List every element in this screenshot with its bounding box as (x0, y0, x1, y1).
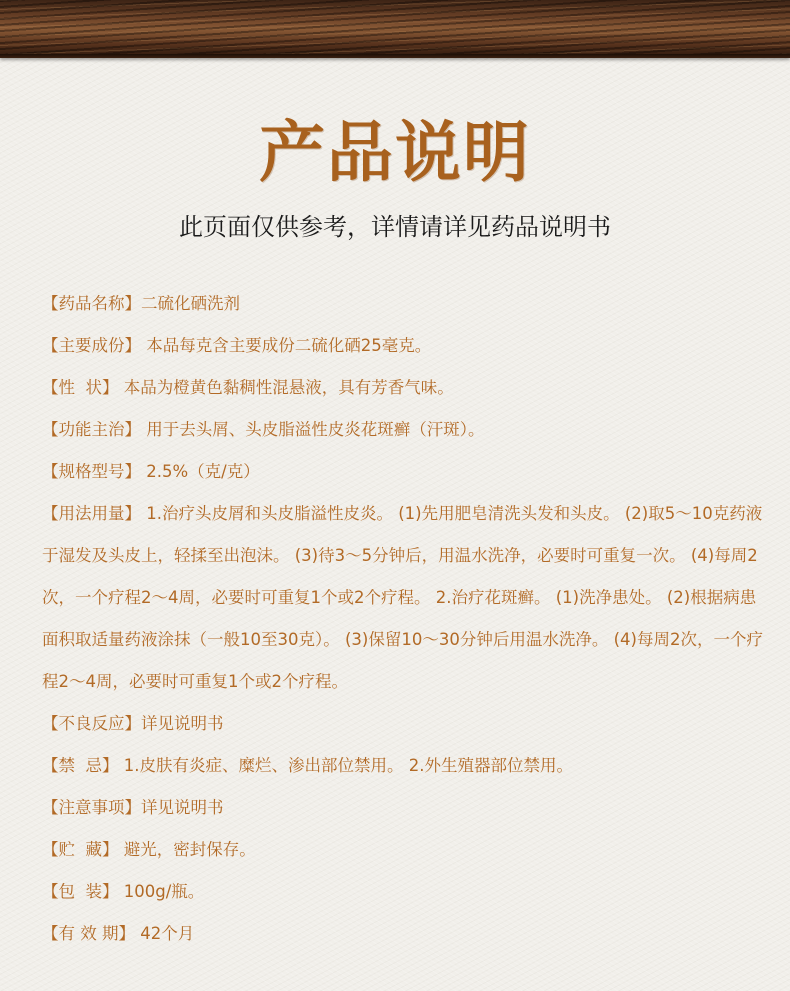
info-row-appearance (42, 367, 767, 409)
info-label: 【注意事项】 (42, 798, 141, 817)
info-value: 避光，密封保存。 (118, 840, 256, 859)
info-row-package (42, 871, 767, 913)
info-row-shelf-life (42, 913, 767, 955)
info-value: 1.治疗头皮屑和头皮脂溢性皮炎。 (1)先用肥皂清洗头发和头皮。 (2)取5～10克药液于湿发及头皮上，轻揉至出泡沫。 (3)待3～5分钟后，用温水洗净，必要时可重复一次。 (4)每周2次，一个疗程2～4周，必要时可重复1个或2个疗程。 2.治疗花斑癣。 (1)洗净患处。 (2)根据病患面积取适量药液涂抹（一般10至30克）。 (3)保留10～30分钟后用温水洗净。 (4)每周2次，一个疗程2～4周，必要时可重复1个或2个疗程。 (42, 504, 763, 691)
info-row-adverse-reactions (42, 703, 767, 745)
info-value: 详见说明书 (141, 714, 224, 733)
info-value: 2.5%（克/克） (141, 462, 260, 481)
page-title: 产品说明 (259, 113, 531, 191)
info-label: 【有 效 期】 (42, 924, 135, 943)
info-label: 【贮 藏】 (42, 840, 119, 859)
info-value: 用于去头屑、头皮脂溢性皮炎花斑癣（汗斑）。 (141, 420, 485, 439)
info-value: 本品每克含主要成份二硫化硒25毫克。 (141, 336, 432, 355)
info-row-precautions (42, 787, 767, 829)
info-label: 【药品名称】 (42, 294, 141, 313)
info-label: 【功能主治】 (42, 420, 141, 439)
info-value: 42个月 (135, 924, 195, 943)
info-label: 【用法用量】 (42, 504, 141, 523)
product-info-list (42, 283, 767, 955)
info-row-dosage (42, 493, 767, 703)
wood-banner-edge (0, 54, 790, 58)
info-row-specification (42, 451, 767, 493)
info-row-contraindications (42, 745, 767, 787)
info-value: 详见说明书 (141, 798, 224, 817)
page-subtitle: 此页面仅供参考，详情请详见药品说明书 (179, 213, 611, 241)
info-row-drug-name (42, 283, 767, 325)
info-value: 本品为橙黄色黏稠性混悬液，具有芳香气味。 (118, 378, 454, 397)
info-row-indications (42, 409, 767, 451)
info-value: 1.皮肤有炎症、糜烂、渗出部位禁用。 2.外生殖器部位禁用。 (118, 756, 573, 775)
info-value: 100g/瓶。 (118, 882, 205, 901)
info-row-ingredients (42, 325, 767, 367)
info-row-storage (42, 829, 767, 871)
info-label: 【性 状】 (42, 378, 119, 397)
info-label: 【包 装】 (42, 882, 119, 901)
wood-banner (0, 0, 790, 58)
info-label: 【禁 忌】 (42, 756, 119, 775)
info-label: 【不良反应】 (42, 714, 141, 733)
info-label: 【规格型号】 (42, 462, 141, 481)
info-label: 【主要成份】 (42, 336, 141, 355)
info-value: 二硫化硒洗剂 (141, 294, 240, 313)
